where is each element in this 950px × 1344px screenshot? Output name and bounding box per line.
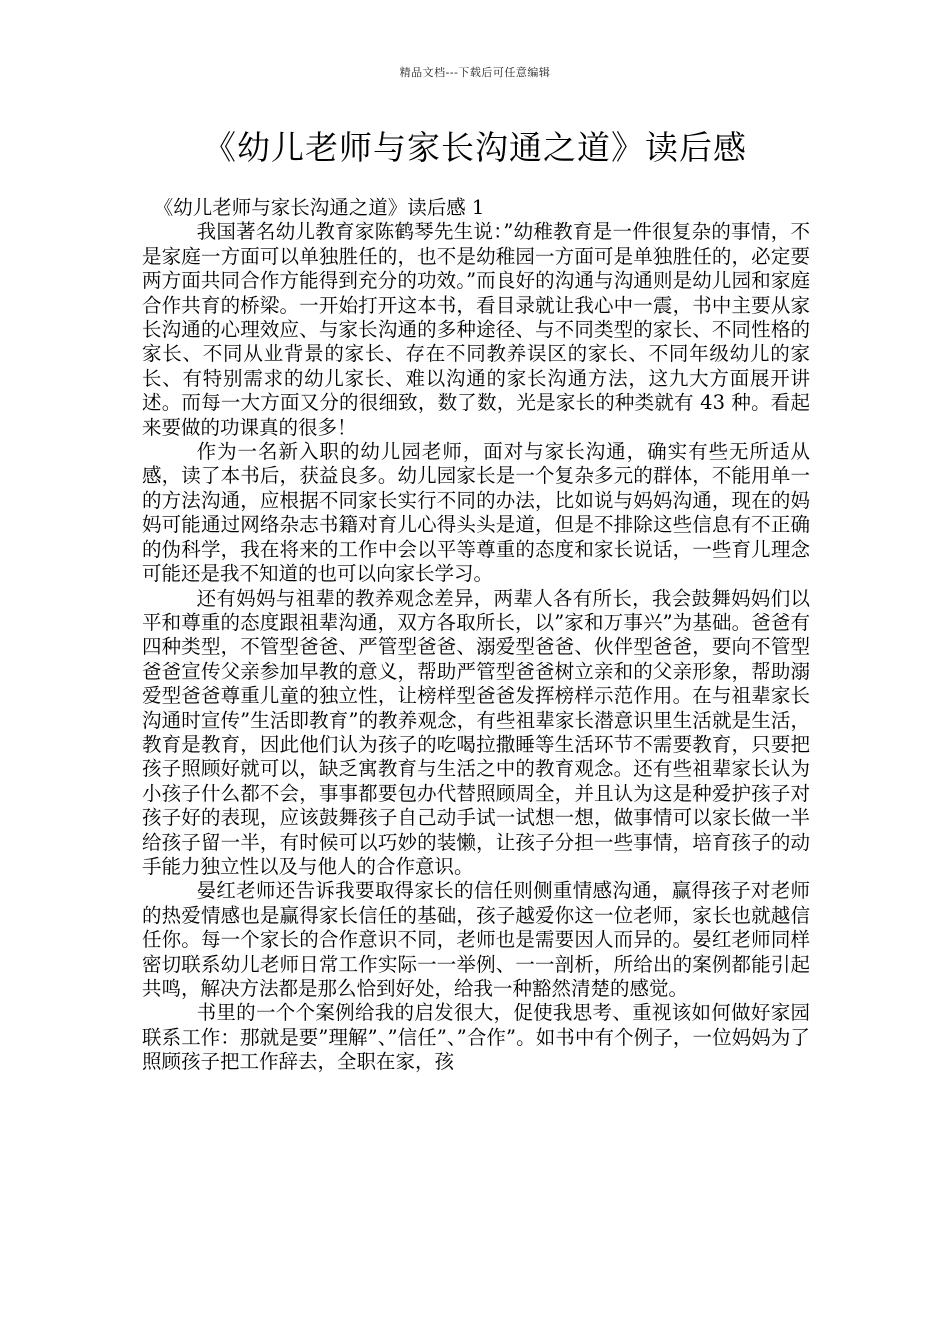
- paragraph-5: 书里的一个个案例给我的启发很大，促使我思考、重视该如何做好家园联系工作：那就是要”理解”、”信任”、”合作”。如书中有个例子，一位妈妈为了照顾孩子把工作辞去，全职在家，孩: [142, 1001, 810, 1074]
- section-subtitle: 《幼儿老师与家长沟通之道》读后感 1: [153, 196, 485, 219]
- document-title: 《幼儿老师与家长沟通之道》读后感: [203, 128, 747, 167]
- document-body: [142, 196, 810, 1075]
- header-note: 精品文档---下载后可任意编辑: [399, 66, 551, 79]
- paragraph-4: 晏红老师还告诉我要取得家长的信任则侧重情感沟通，赢得孩子对老师的热爱情感也是赢得家长信任的基础，孩子越爱你这一位老师，家长也就越信任你。每一个家长的合作意识不同，老师也是需要因人而异的。晏红老师同样密切联系幼儿老师日常工作实际一一举例、一一剖析，所给出的案例都能引起共鸣，解决方法都是那么恰到好处，给我一种豁然清楚的感觉。: [142, 879, 810, 1000]
- paragraph-3: 还有妈妈与祖辈的教养观念差异，两辈人各有所长，我会鼓舞妈妈们以平和尊重的态度跟祖辈沟通，双方各取所长，以”家和万事兴”为基础。爸爸有四种类型，不管型爸爸、严管型爸爸、溺爱型爸爸、伙伴型爸爸，要向不管型爸爸宣传父亲参加早教的意义，帮助严管型爸爸树立亲和的父亲形象，帮助溺爱型爸爸尊重儿童的独立性，让榜样型爸爸发挥榜样示范作用。在与祖辈家长沟通时宣传”生活即教育”的教养观念，有些祖辈家长潜意识里生活就是生活，教育是教育，因此他们认为孩子的吃喝拉撒睡等生活环节不需要教育，只要把孩子照顾好就可以，缺乏寓教育与生活之中的教育观念。还有些祖辈家长认为小孩子什么都不会，事事都要包办代替照顾周全，并且认为这是种爱护孩子对孩子好的表现，应该鼓舞孩子自己动手试一试想一想，做事情可以家长做一半给孩子留一半，有时候可以巧妙的装懒，让孩子分担一些事情，培育孩子的动手能力独立性以及与他人的合作意识。: [142, 586, 810, 878]
- paragraph-2: 作为一名新入职的幼儿园老师，面对与家长沟通，确实有些无所适从感，读了本书后，获益良多。幼儿园家长是一个复杂多元的群体，不能用单一的方法沟通，应根据不同家长实行不同的办法，比如说与妈妈沟通，现在的妈妈可能通过网络杂志书籍对育儿心得头头是道，但是不排除这些信息有不正确的伪科学，我在将来的工作中会以平等尊重的态度和家长说话，一些育儿理念可能还是我不知道的也可以向家长学习。: [142, 440, 810, 586]
- paragraph-1: 我国著名幼儿教育家陈鹤琴先生说：”幼稚教育是一件很复杂的事情，不是家庭一方面可以单独胜任的，也不是幼稚园一方面可是单独胜任的，必定要两方面共同合作方能得到充分的功效。”而良好的沟通与沟通则是幼儿园和家庭合作共育的桥梁。一开始打开这本书，看目录就让我心中一震，书中主要从家长沟通的心理效应、与家长沟通的多种途径、与不同类型的家长、不同性格的家长、不同从业背景的家长、存在不同教养误区的家长、不同年级幼儿的家长、有特别需求的幼儿家长、难以沟通的家长沟通方法，这九大方面展开讲述。而每一大方面又分的很细致，数了数，光是家长的种类就有 43 种。看起来要做的功课真的很多！: [142, 220, 810, 439]
